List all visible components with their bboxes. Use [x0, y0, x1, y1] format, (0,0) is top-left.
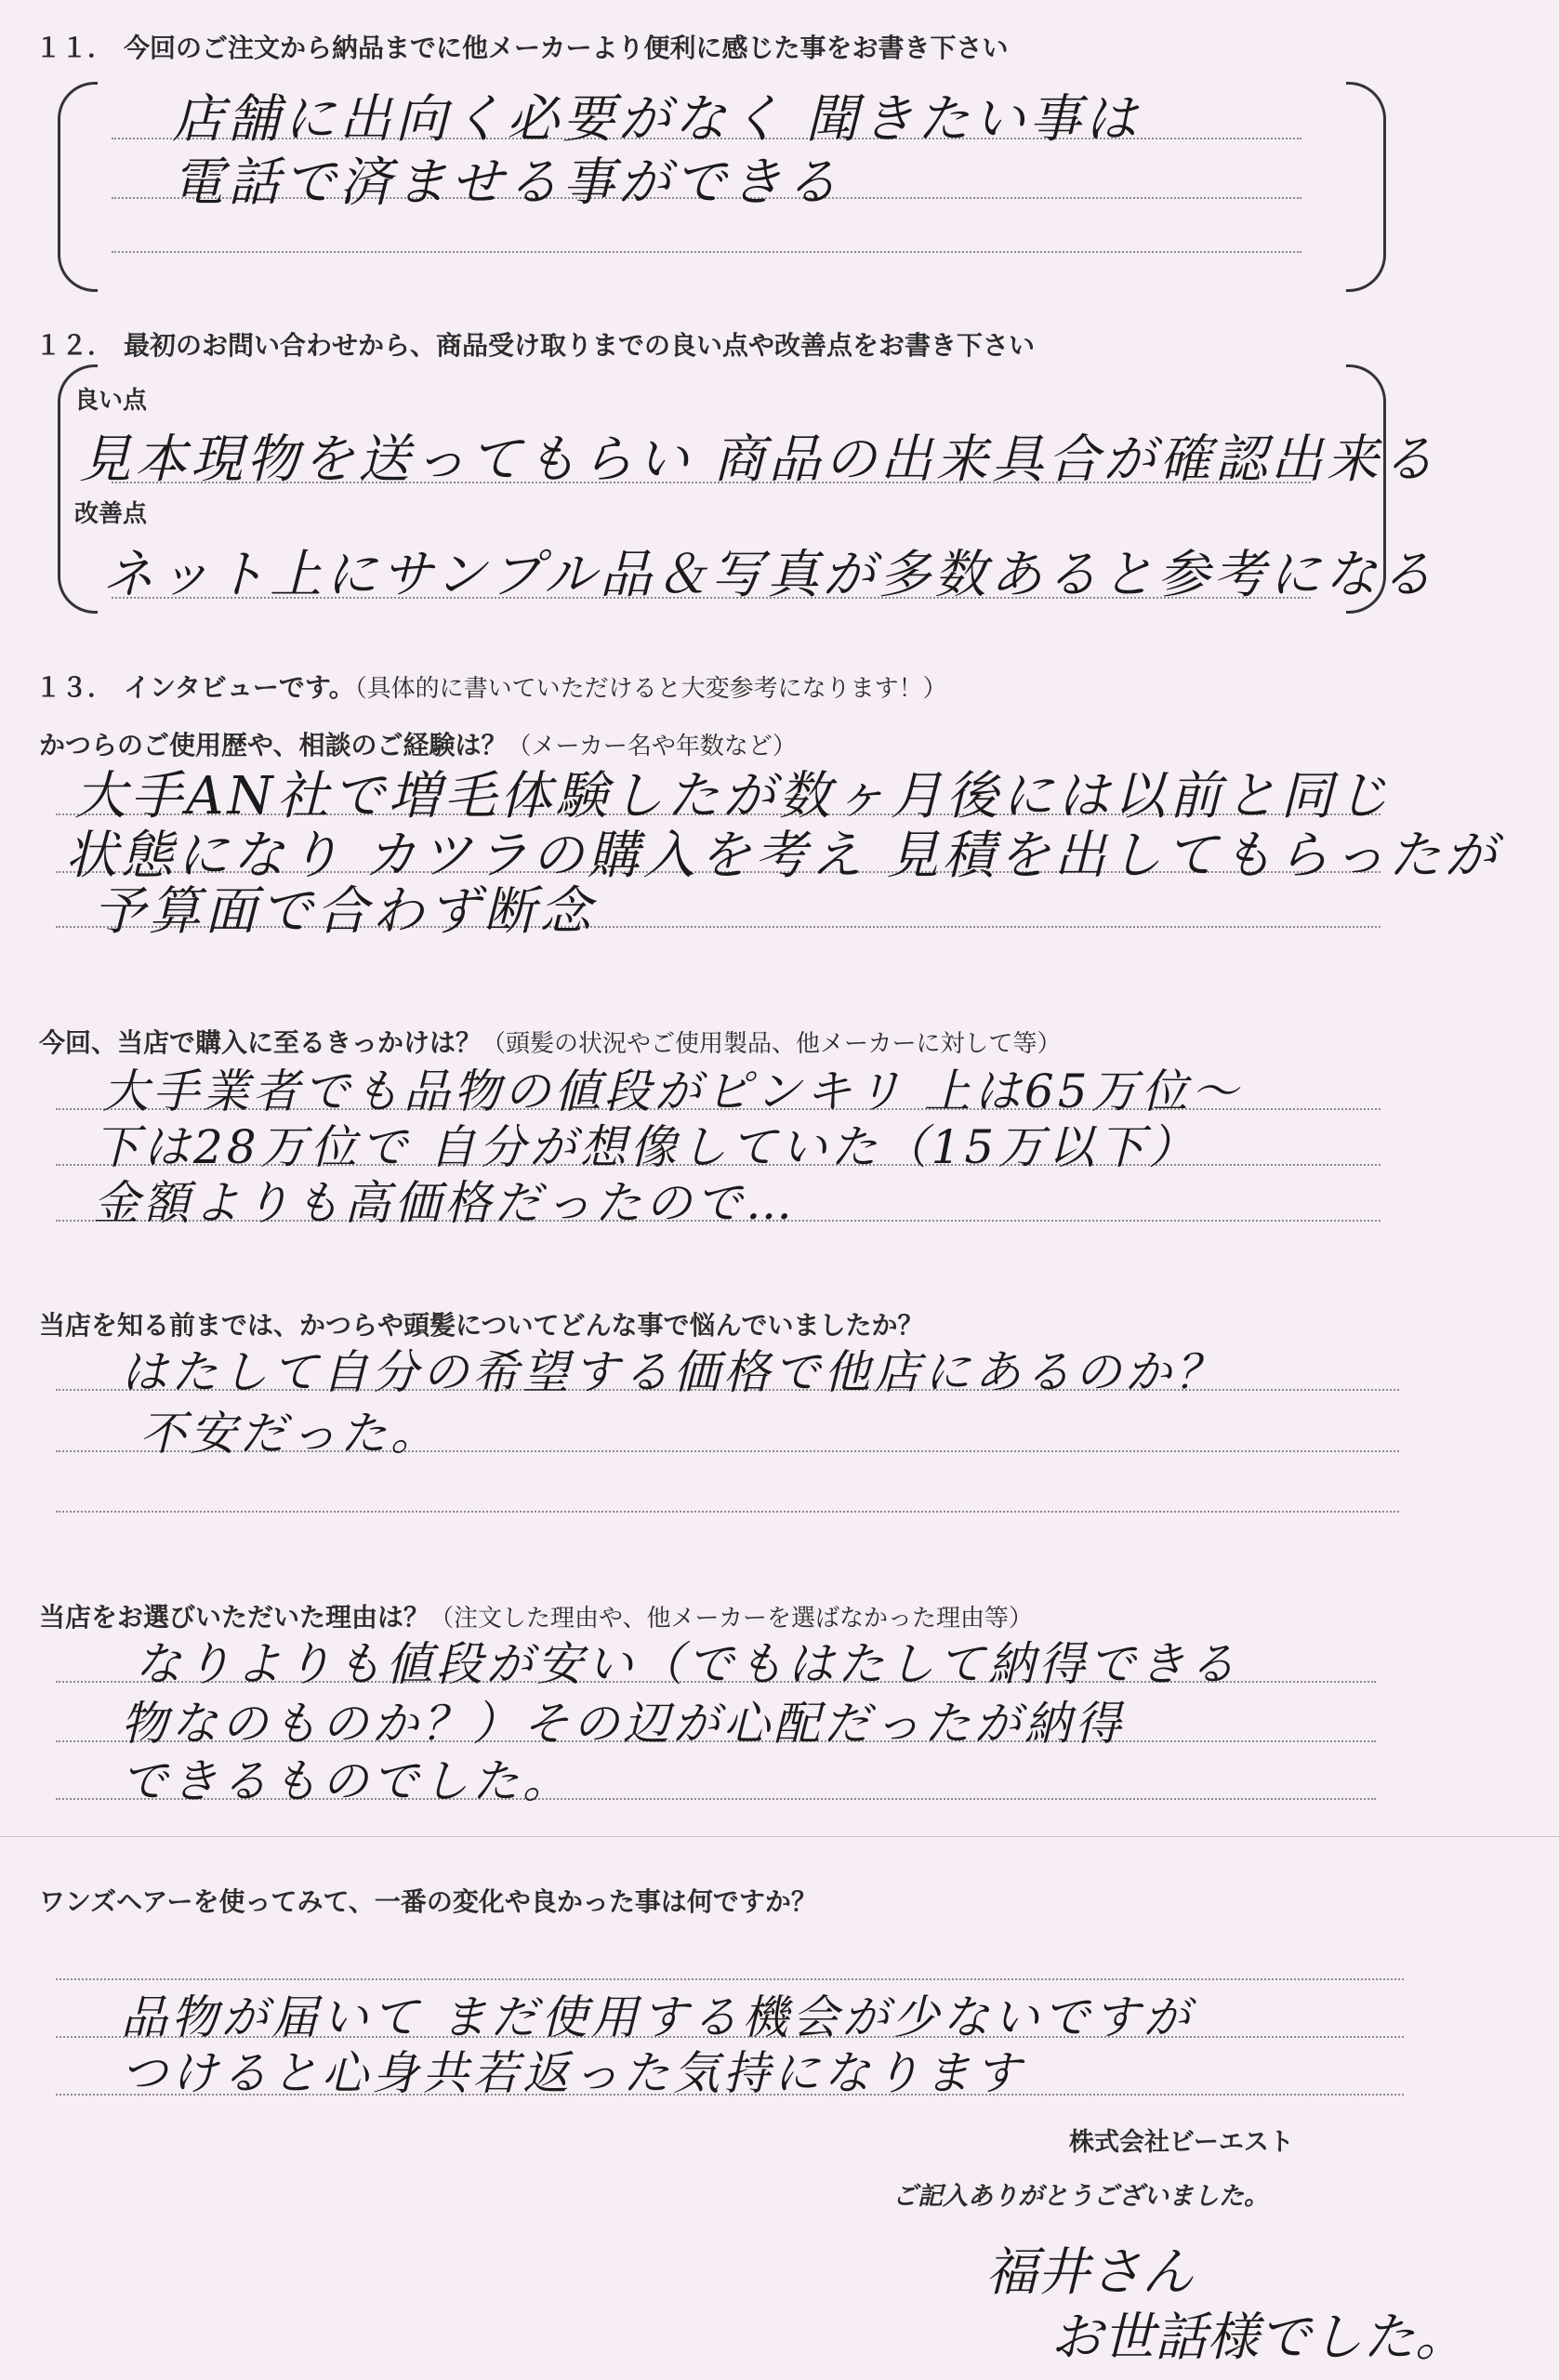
q11-question-text: 今回のご注文から納品までに他メーカーより便利に感じた事をお書き下さい — [124, 33, 1009, 63]
history-question-note: （メーカー名や年数など） — [507, 733, 797, 760]
change-answer-line-1: 品物が届いて まだ使用する機会が少ないですが — [121, 1990, 1194, 2044]
worry-answer-line-2: 不安だった。 — [139, 1407, 441, 1461]
trigger-answer-line-2: 下は28万位で 自分が想像していた（15万以下） — [93, 1120, 1199, 1174]
signature-line-2: お世話様でした。 — [1050, 2307, 1467, 2368]
change-answer-line-2: つけると心身共若返った気持になります — [121, 2046, 1024, 2100]
q11-number: １１． — [35, 33, 114, 63]
q13-question-text: インタビューです。 — [124, 672, 355, 703]
history-answer-line-1: 大手AN社で増毛体験したが数ヶ月後には以前と同じ — [74, 766, 1393, 826]
reason-answer-line-3: できるものでした。 — [121, 1754, 573, 1808]
q12-good-label: 良い点 — [74, 387, 148, 415]
change-question — [39, 1882, 817, 1919]
trigger-question-text: 今回、当店で購入に至るきっかけは？ — [39, 1027, 482, 1058]
reason-answer-line-1: なりよりも値段が安い（でもはたして納得できる — [135, 1637, 1239, 1691]
q12-improve-answer: ネット上にサンプル品＆写真が多数あると参考になる — [102, 545, 1436, 605]
trigger-answer-line-1: 大手業者でも品物の値段がピンキリ 上は65万位〜 — [102, 1064, 1242, 1118]
trigger-answer-line-3: 金額よりも高価格だったので… — [93, 1176, 796, 1230]
worry-question-text: 当店を知る前までは、かつらや頭髪についてどんな事で悩んでいましたか？ — [39, 1310, 924, 1341]
q11-answer-line-2: 電話で済ませる事ができる — [172, 152, 841, 213]
trigger-question-note: （頭髪の状況やご使用製品、他メーカーに対して等） — [482, 1030, 1062, 1058]
history-answer-line-2: 状態になり カツラの購入を考え 見積を出してもらったが — [65, 826, 1500, 886]
section-divider — [0, 1836, 1559, 1837]
q13-question-note: （具体的に書いていただけると大変参考になります！） — [354, 675, 947, 703]
history-answer-line-3: 予算面で合わず断念 — [93, 881, 595, 942]
q12-question-text: 最初のお問い合わせから、商品受け取りまでの良い点や改善点をお書き下さい — [124, 330, 1036, 361]
q13-question — [35, 668, 947, 705]
worry-answer-line-1: はたして自分の希望する価格で他店にあるのか？ — [121, 1345, 1225, 1399]
reason-answer-line-2: 物なのものか？）その辺が心配だったが納得 — [121, 1697, 1125, 1751]
signature-line-1: 福井さん — [985, 2242, 1194, 2303]
q11-answer-line-1: 店舗に出向く必要がなく 聞きたい事は — [172, 89, 1141, 150]
history-question-text: かつらのご使用歴や、相談のご経験は？ — [39, 730, 508, 760]
q12-improve-label: 改善点 — [74, 500, 148, 528]
worry-rule-3 — [56, 1511, 1399, 1513]
q11-bracket-left — [58, 82, 98, 292]
q11-question — [35, 28, 1008, 65]
q13-number: １３． — [35, 672, 114, 703]
thanks-message: ご記入ありがとうございました。 — [892, 2182, 1269, 2211]
q11-answer-line-3-rule — [112, 251, 1301, 253]
company-name: 株式会社ビーエスト — [1069, 2128, 1294, 2157]
q12-question — [35, 325, 1035, 363]
q11-bracket-right — [1346, 82, 1386, 292]
change-question-text: ワンズヘアーを使ってみて、一番の変化や良かった事は何ですか？ — [39, 1886, 817, 1917]
reason-question-text: 当店をお選びいただいた理由は？ — [39, 1602, 430, 1633]
q12-good-answer: 見本現物を送ってもらい 商品の出来具合が確認出来る — [79, 430, 1438, 490]
reason-question-note: （注文した理由や、他メーカーを選ばなかった理由等） — [429, 1605, 1033, 1633]
q12-number: １２． — [35, 330, 114, 361]
